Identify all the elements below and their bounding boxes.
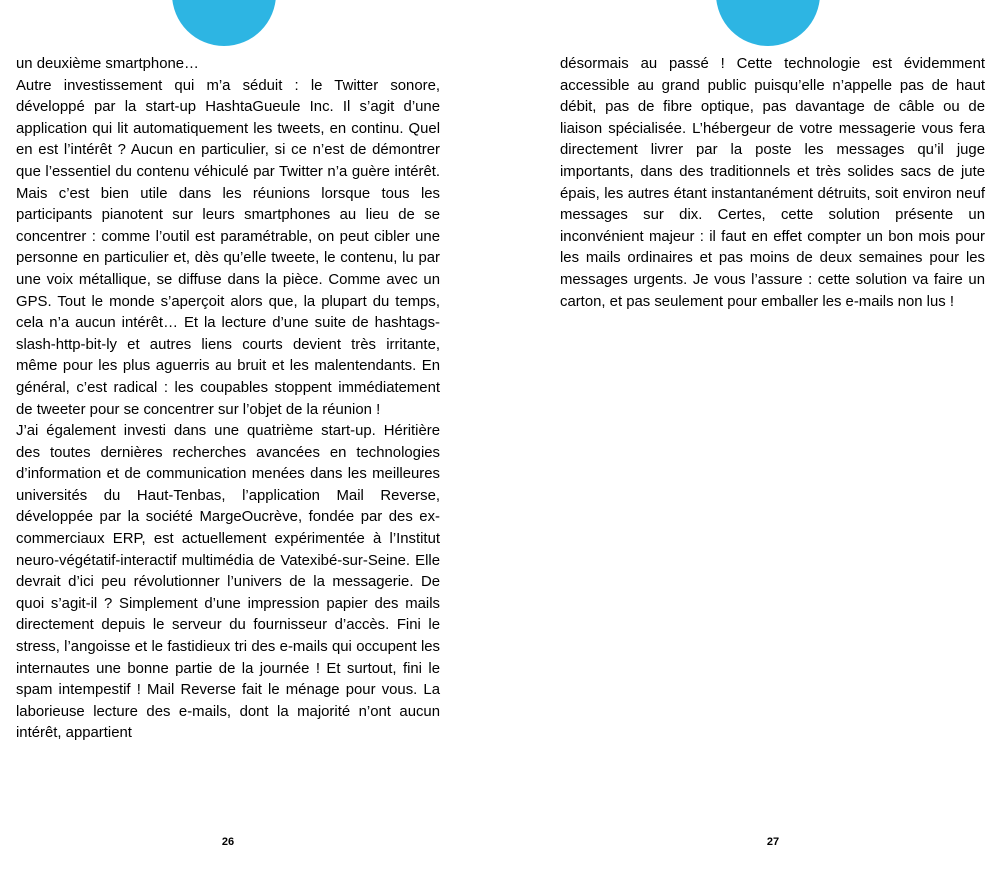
decorative-circle-tab (172, 0, 276, 46)
page-number: 26 (221, 836, 235, 848)
right-page (500, 0, 1000, 869)
page-number: 27 (766, 836, 780, 848)
left-page-body (16, 54, 440, 745)
paragraph: J’ai également investi dans une quatrième start-up. Héritière des toutes dernières recherches avancées en technologies d’information et de communication menées dans les meilleures universités du Haut-Tenbas, l’application Mail Reverse, développée par la société MargeOucrève, fondée par des ex-commerciaux ERP, est actuellement expérimentée à l’Institut neuro-végétatif-interactif multimédia de Vatexibé-sur-Seine. Elle devrait d’ici peu révolutionner l’univers de la messagerie. De quoi s’agit-il ? Simplement d’une impression papier des mails directement depuis le serveur du fournisseur d’accès. Fini le stress, l’angoisse et le fastidieux tri des e-mails qui occupent les internautes une bonne partie de la journée ! Et surtout, fini le spam intempestif ! Mail Reverse fait le ménage pour vous. La laborieuse lecture des e-mails, dont la majorité n’ont aucun intérêt, appartient (16, 423, 440, 742)
right-page-body (560, 54, 985, 313)
paragraph: désormais au passé ! Cette technologie est évidemment accessible au grand public puisqu’elle n’appelle pas de haut débit, pas de fibre optique, pas davantage de câble ou de liaison spécialisée. L’hébergeur de votre messagerie vous fera directement livrer par la poste les messages qu’il juge importants, dans des traditionnels et très solides sacs de jute épais, les autres étant instantanément détruits, soit environ neuf messages sur dix. Certes, cette solution présente un inconvénient majeur : il faut en effet compter un bon mois pour les mails ordinaires et pas moins de deux semaines pour les messages urgents. Je vous l’assure : cette solution va faire un carton, et pas seulement pour emballer les e-mails non lus ! (560, 56, 985, 310)
decorative-circle-tab (716, 0, 820, 46)
paragraph: Autre investissement qui m’a séduit : le Twitter sonore, développé par la start-up HashtaGueule Inc. Il s’agit d’une application qui lit automatiquement les tweets, en continu. Quel en est l’intérêt ? Aucun en particulier, si ce n’est de démontrer que l’essentiel du contenu véhiculé par Twitter n’a guère intérêt. Mais c’est bien utile dans les réunions lorsque tous les participants pianotent sur leurs smartphones au lieu de se concentrer : comme l’outil est paramétrable, on peut cibler une personne en particulier et, dès qu’elle tweete, le contenu, lu par une voix métallique, se diffuse dans la pièce. Comme avec un GPS. Tout le monde s’aperçoit alors que, la plupart du temps, cela n’a aucun intérêt… Et la lecture d’une suite de hashtags-slash-http-bit-ly et autres liens courts devient très irritante, même pour les plus aguerris au bruit et les malentendants. En général, c’est radical : les coupables stoppent immédiatement de tweeter pour se concentrer sur l’objet de la réunion ! (16, 77, 440, 418)
paragraph: un deuxième smartphone… (16, 56, 199, 72)
